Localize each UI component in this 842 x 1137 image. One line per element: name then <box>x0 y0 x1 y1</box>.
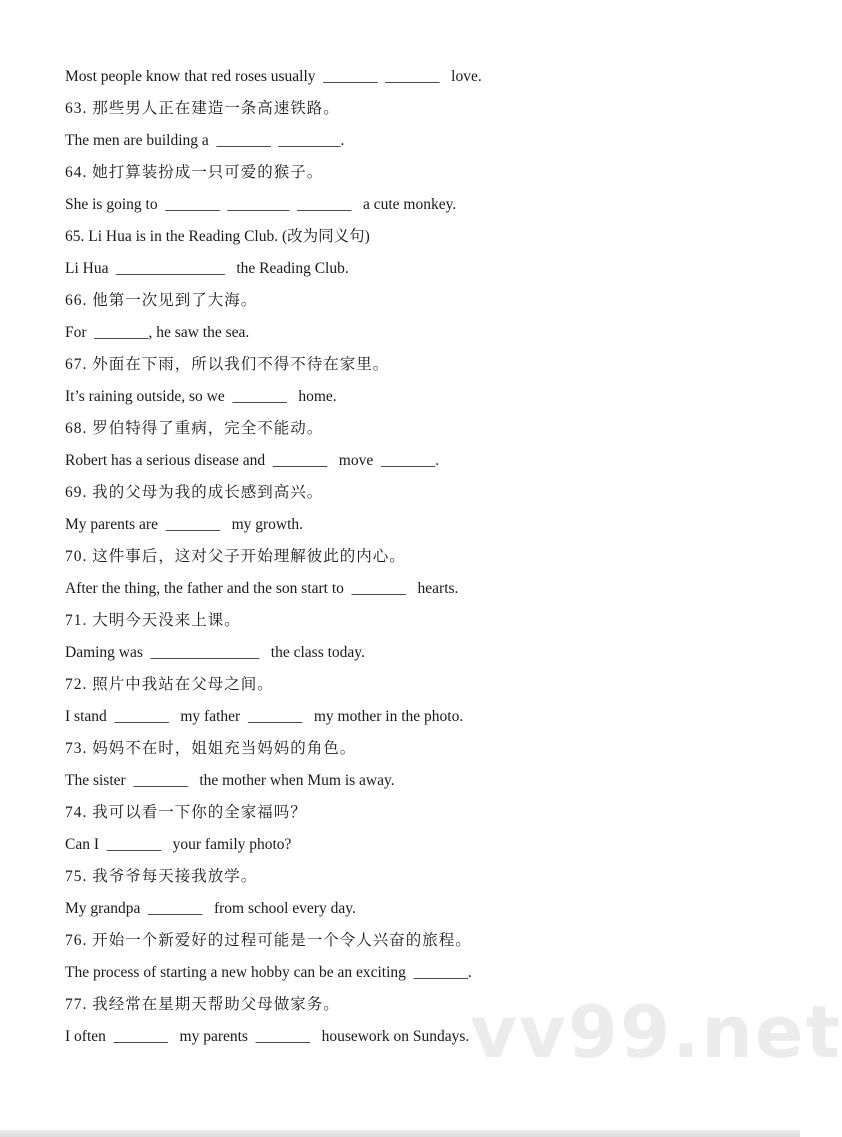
question-74-english: Can I _______ your family photo? <box>65 836 292 853</box>
sentence-62-english: Most people know that red roses usually _______ _______ love. <box>65 68 482 85</box>
question-72-prompt: 72. 照片中我站在父母之间。 <box>65 676 274 693</box>
question-76-english: The process of starting a new hobby can be an exciting _______. <box>65 964 472 981</box>
question-63-prompt: 63. 那些男人正在建造一条高速铁路。 <box>65 100 340 117</box>
question-75-prompt: 75. 我爷爷每天接我放学。 <box>65 868 258 885</box>
question-65-prompt: 65. Li Hua is in the Reading Club. (改为同义句) <box>65 228 370 245</box>
question-64-english: She is going to _______ ________ _______ a cute monkey. <box>65 196 457 213</box>
question-74-prompt: 74. 我可以看一下你的全家福吗？ <box>65 804 307 821</box>
question-63-english: The men are building a _______ ________. <box>65 132 345 149</box>
question-73-prompt: 73. 妈妈不在时，姐姐充当妈妈的角色。 <box>65 740 357 757</box>
question-69-prompt: 69. 我的父母为我的成长感到高兴。 <box>65 484 324 501</box>
question-66-english: For _______, he saw the sea. <box>65 324 250 341</box>
question-73-english: The sister _______ the mother when Mum is away. <box>65 772 395 789</box>
question-77-prompt: 77. 我经常在星期天帮助父母做家务。 <box>65 996 340 1013</box>
question-65-english: Li Hua ______________ the Reading Club. <box>65 260 349 277</box>
question-66-prompt: 66. 他第一次见到了大海。 <box>65 292 258 309</box>
question-71-english: Daming was ______________ the class today. <box>65 644 365 661</box>
question-76-prompt: 76. 开始一个新爱好的过程可能是一个令人兴奋的旅程。 <box>65 932 472 949</box>
page-bottom-edge <box>0 1130 800 1137</box>
watermark: vv99.net <box>470 990 842 1074</box>
question-64-prompt: 64. 她打算装扮成一只可爱的猴子。 <box>65 164 324 181</box>
question-69-english: My parents are _______ my growth. <box>65 516 304 533</box>
question-75-english: My grandpa _______ from school every day. <box>65 900 356 917</box>
question-70-english: After the thing, the father and the son start to _______ hearts. <box>65 580 459 597</box>
question-77-english: I often _______ my parents _______ housework on Sundays. <box>65 1028 470 1045</box>
question-68-english: Robert has a serious disease and _______ move _______. <box>65 452 440 469</box>
question-71-prompt: 71. 大明今天没来上课。 <box>65 612 241 629</box>
question-67-english: It’s raining outside, so we _______ home. <box>65 388 337 405</box>
question-72-english: I stand _______ my father _______ my mother in the photo. <box>65 708 464 725</box>
question-67-prompt: 67. 外面在下雨，所以我们不得不待在家里。 <box>65 356 390 373</box>
question-68-prompt: 68. 罗伯特得了重病，完全不能动。 <box>65 420 324 437</box>
exercise-lines <box>65 64 765 1056</box>
question-70-prompt: 70. 这件事后，这对父子开始理解彼此的内心。 <box>65 548 406 565</box>
